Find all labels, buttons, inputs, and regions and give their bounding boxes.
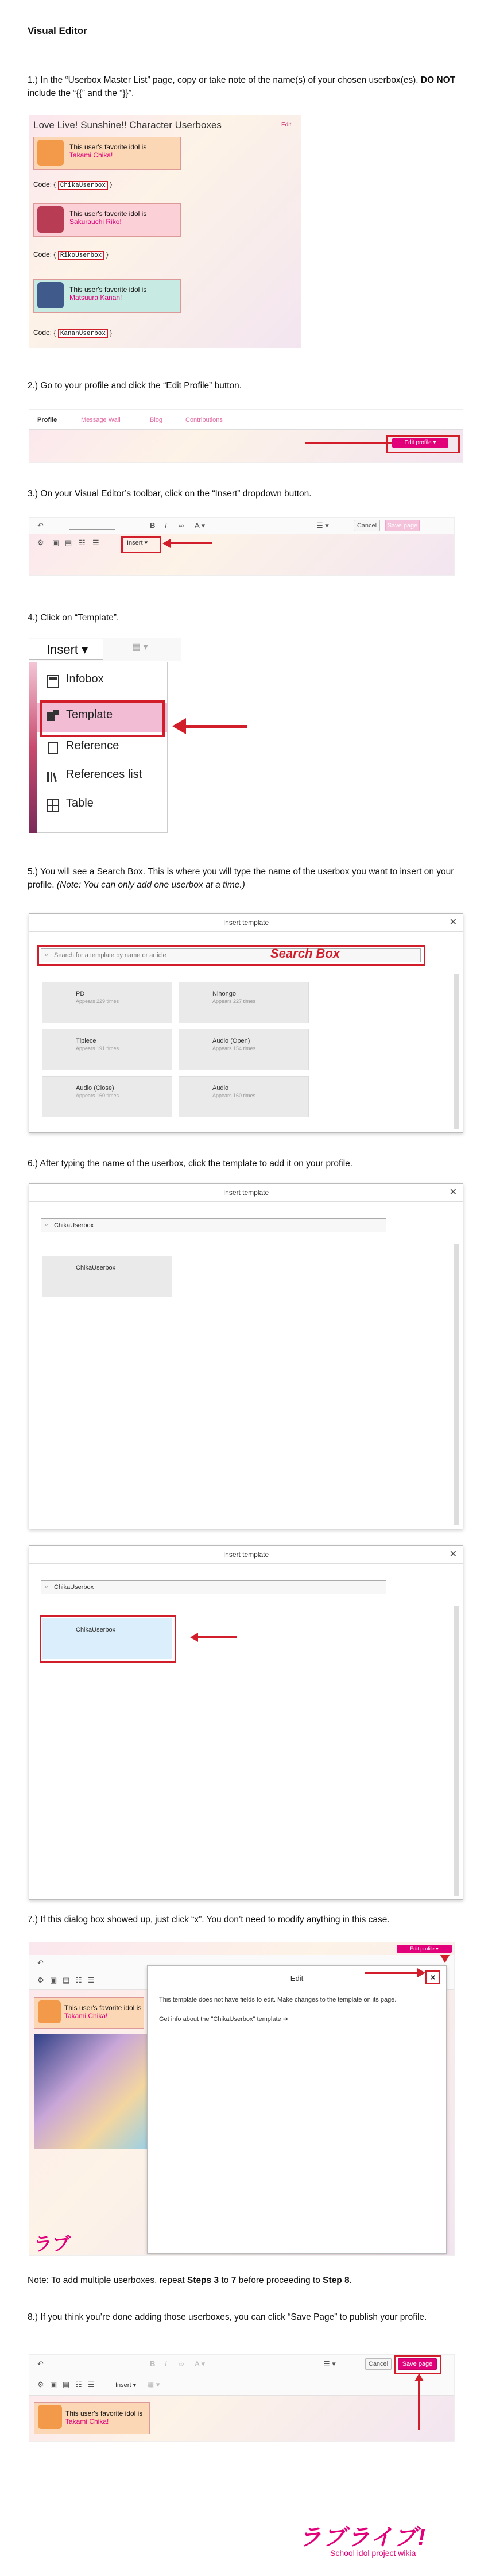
step-3-text: 3.) On your Visual Editor’s toolbar, click on the “Insert” dropdown button.	[28, 489, 312, 499]
note-text: Note: To add multiple userboxes, repeat Steps 3 to 7 before proceeding to Step 8.	[28, 2276, 352, 2285]
menu-item-infobox[interactable]: Infobox	[66, 673, 104, 685]
scrollbar[interactable]	[454, 1606, 459, 1896]
gear-icon[interactable]: ⚙	[37, 2380, 44, 2389]
red-arrow	[184, 725, 247, 728]
profile-tabs-screenshot	[29, 409, 463, 463]
lovelive-logo: ラブライブ!	[299, 2525, 427, 2550]
edit-dialog-screenshot	[29, 1942, 455, 2256]
italic-icon[interactable]: I	[165, 2359, 167, 2368]
reference-icon	[45, 741, 60, 755]
menu-item-table[interactable]: Table	[66, 797, 94, 809]
text-style-icon[interactable]: A ▾	[195, 521, 206, 530]
link-icon[interactable]: ∞	[179, 521, 184, 530]
chika-avatar	[38, 2000, 61, 2023]
menu-icon[interactable]: ☰ ▾	[323, 2359, 336, 2368]
save-page-button[interactable]: Save page	[398, 2358, 437, 2370]
step-4-text: 4.) Click on “Template”.	[28, 613, 119, 623]
userbox-text: This user's favorite idol is Sakurauchi Riko!	[69, 210, 147, 226]
step-bold: DO NOT	[420, 75, 456, 85]
scrollbar[interactable]	[454, 974, 459, 1129]
infobox-icon	[45, 674, 60, 689]
search-input[interactable]: ⌕ Search for a template by name or article	[41, 948, 421, 962]
save-page-screenshot	[29, 2354, 455, 2442]
kanan-userbox	[33, 279, 181, 313]
red-arrow	[365, 1972, 420, 1974]
insert-template-dialog-query	[29, 1183, 463, 1529]
edit-dialog	[147, 1965, 447, 2254]
numbered-list-icon[interactable]: ☰	[88, 1976, 95, 1984]
gear-icon[interactable]: ⚙	[37, 1976, 44, 1984]
red-arrow	[418, 2380, 420, 2430]
close-icon[interactable]: ✕	[449, 1187, 457, 1197]
menu-item-template[interactable]: Template	[66, 708, 113, 721]
insert-dropdown[interactable]: Insert ▾	[127, 539, 148, 546]
userbox-text: This user's favorite idol is Takami Chika!	[69, 143, 147, 159]
step-7-text: 7.) If this dialog box showed up, just click “x”. You don’t need to modify anything in this case.	[28, 1915, 390, 1925]
chika-userbox	[33, 137, 181, 170]
toolbar-screenshot	[29, 517, 455, 576]
text-style-icon[interactable]: A ▾	[195, 2359, 206, 2368]
arrowhead-icon	[417, 1968, 425, 1977]
dialog-title: Insert template	[223, 919, 269, 927]
edit-profile-button[interactable]: Edit profile ▾	[392, 438, 448, 448]
dialog-message: This template does not have fields to edit. Make changes to the template on its page.	[159, 1996, 397, 2003]
background-art	[29, 662, 37, 833]
logo-fragment: ラブ	[34, 2234, 71, 2254]
kanan-avatar	[37, 282, 64, 308]
search-icon: ⌕	[45, 951, 49, 958]
close-icon[interactable]: ✕	[425, 1970, 440, 1984]
chika-avatar	[37, 140, 64, 166]
link-icon[interactable]: ∞	[179, 2359, 184, 2368]
bullet-list-icon[interactable]: ☷	[79, 538, 86, 547]
template-card[interactable]: Audio (Close) Appears 160 times	[42, 1076, 172, 1117]
userbox-text: This user's favorite idol is Takami Chika!	[64, 2004, 142, 2020]
code-chika: ChikaUserbox	[58, 181, 108, 190]
insert-dropdown[interactable]: Insert ▾	[29, 639, 103, 660]
cancel-button[interactable]: Cancel	[365, 2358, 392, 2370]
highlight-box	[394, 2355, 441, 2374]
template-info-link[interactable]: Get info about the "ChikaUserbox" template ➔	[159, 2016, 288, 2023]
faded-toolbar-icon: ▤ ▾	[132, 642, 148, 652]
undo-icon[interactable]: ↶	[37, 521, 44, 530]
gallery-icon[interactable]: ▤	[63, 2380, 70, 2389]
bold-icon[interactable]: B	[150, 2359, 156, 2368]
template-card[interactable]: Audio Appears 160 times	[179, 1076, 309, 1117]
chika-userbox	[34, 1997, 144, 2029]
insert-template-dialog-selected	[29, 1545, 463, 1900]
insert-menu	[37, 662, 168, 833]
userbox-text: This user's favorite idol is Takami Chika!	[65, 2409, 143, 2425]
divider	[29, 1201, 463, 1202]
code-label: Code: { RikoUserbox }	[33, 250, 109, 259]
chika-userbox	[34, 2402, 150, 2434]
image-icon[interactable]: ▣	[50, 2380, 57, 2389]
save-page-button[interactable]: Save page	[385, 520, 420, 531]
gallery-icon[interactable]: ▤	[63, 1976, 70, 1984]
userbox-list-header: Love Live! Sunshine!! Character Userboxes	[33, 119, 222, 130]
image-icon[interactable]: ▣	[52, 538, 60, 547]
page-title: Visual Editor	[28, 25, 87, 36]
table-icon	[45, 798, 60, 813]
menu-icon[interactable]: ☰ ▾	[316, 521, 329, 530]
italic-icon[interactable]: I	[165, 521, 167, 530]
code-label: Code: { ChikaUserbox }	[33, 180, 113, 189]
riko-userbox	[33, 203, 181, 237]
numbered-list-icon[interactable]: ☰	[92, 538, 99, 547]
template-card[interactable]: Nihongo Appears 227 times	[179, 982, 309, 1023]
dialog-title: Insert template	[223, 1189, 269, 1197]
highlight-box	[40, 700, 165, 737]
userbox-text: This user's favorite idol is Matsuura Kanan!	[69, 286, 147, 302]
step-2-text: 2.) Go to your profile and click the “Edit Profile” button.	[28, 381, 242, 391]
step-text: In the “Userbox Master List” page, copy or take note of the name(s) of your chosen userbox(es).	[40, 75, 421, 85]
template-card[interactable]: Audio (Open) Appears 154 times	[179, 1029, 309, 1070]
step-note: (Note: You can only add one userbox at a time.)	[56, 880, 245, 890]
search-icon: ⌕	[45, 1221, 49, 1228]
riko-avatar	[37, 206, 64, 233]
search-box-label: Search Box	[270, 946, 340, 961]
bullet-list-icon[interactable]: ☷	[75, 2380, 82, 2389]
menu-item-references-list[interactable]: References list	[66, 768, 142, 781]
highlight-box	[37, 945, 425, 966]
undo-icon[interactable]: ↶	[37, 2359, 44, 2368]
divider	[29, 931, 463, 932]
arrowhead-icon	[440, 1955, 450, 1963]
insert-dropdown[interactable]: Insert ▾	[115, 2382, 137, 2389]
cancel-button[interactable]: Cancel	[354, 520, 380, 531]
red-arrow	[197, 1636, 237, 1638]
character-art	[34, 2034, 149, 2149]
insert-menu-screenshot	[29, 638, 181, 833]
step-5-text: 5.) You will see a Search Box. This is where you will type the name of the userbox you want to insert on your profile. (Note: You can only add one userbox at a time.)	[28, 867, 454, 890]
wikia-tagline: School idol project wikia	[330, 2548, 416, 2558]
chikauserbox-card-selected[interactable]: ChikaUserbox	[42, 1618, 172, 1659]
code-label: Code: { KananUserbox }	[33, 329, 113, 337]
scrollbar[interactable]	[454, 1244, 459, 1525]
dialog-title: Insert template	[223, 1551, 269, 1559]
search-input[interactable]: ⌕ ChikaUserbox	[41, 1580, 386, 1594]
search-input[interactable]: ⌕ ChikaUserbox	[41, 1218, 386, 1232]
close-icon[interactable]: ✕	[449, 917, 457, 927]
step-8-text: 8.) If you think you’re done adding those userboxes, you can click “Save Page” to publish your profile.	[28, 2312, 427, 2322]
tab-blog[interactable]: Blog	[150, 417, 163, 423]
tab-message-wall[interactable]: Message Wall	[81, 417, 121, 423]
code-kanan: KananUserbox	[58, 329, 108, 338]
edit-link[interactable]: Edit	[281, 122, 292, 128]
highlight-box	[40, 1615, 176, 1663]
menu-item-reference[interactable]: Reference	[66, 739, 119, 752]
bold-icon[interactable]: B	[150, 521, 156, 530]
insert-template-dialog-search	[29, 913, 463, 1133]
numbered-list-icon[interactable]: ☰	[88, 2380, 95, 2389]
step-text: include the “{{” and the “}}”.	[28, 88, 134, 98]
tab-contributions[interactable]: Contributions	[185, 417, 223, 423]
search-icon: ⌕	[45, 1583, 49, 1590]
divider	[29, 1563, 463, 1564]
step-1-text	[28, 74, 467, 100]
code-riko: RikoUserbox	[58, 251, 104, 260]
image-icon[interactable]: ▣	[50, 1976, 57, 1984]
undo-icon[interactable]: ↶	[37, 1958, 44, 1967]
dialog-title: Edit	[290, 1974, 304, 1983]
references-list-icon	[45, 769, 60, 784]
template-card[interactable]: PD Appears 229 times	[42, 982, 172, 1023]
red-arrow	[169, 542, 212, 544]
bullet-list-icon[interactable]: ☷	[75, 1976, 82, 1984]
tab-profile[interactable]: Profile	[37, 417, 57, 423]
template-card[interactable]: Tlpiece Appears 191 times	[42, 1029, 172, 1070]
close-icon[interactable]: ✕	[449, 1549, 457, 1559]
step-6-text: 6.) After typing the name of the userbox, click the template to add it on your profile.	[28, 1159, 353, 1169]
userbox-list-screenshot	[29, 115, 301, 348]
step-number: 1.)	[28, 75, 38, 85]
chika-avatar	[38, 2405, 62, 2429]
table-icon[interactable]: ▦ ▾	[147, 2380, 160, 2389]
edit-profile-button[interactable]: Edit profile ▾	[397, 1945, 452, 1953]
gear-icon[interactable]: ⚙	[37, 538, 44, 547]
paragraph-dropdown[interactable]	[69, 522, 115, 530]
gallery-icon[interactable]: ▤	[65, 538, 72, 547]
chikauserbox-card[interactable]: ChikaUserbox	[42, 1256, 172, 1297]
